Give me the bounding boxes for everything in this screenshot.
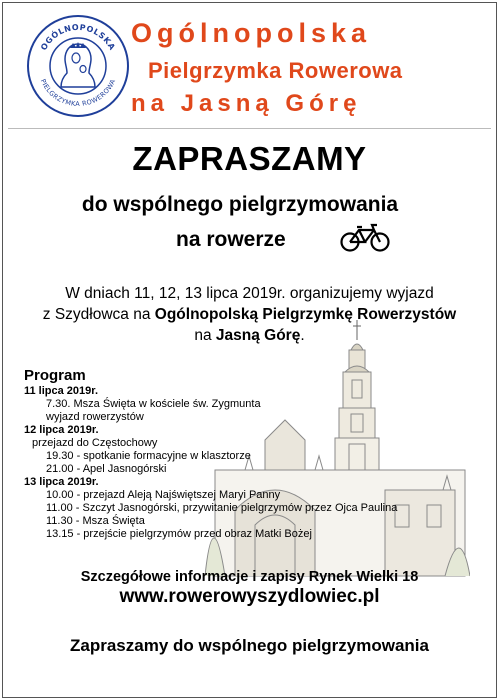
intro-line-3-prefix: na — [194, 327, 216, 344]
svg-text:PIELGRZYMKA ROWEROWA — [39, 78, 118, 108]
logo-top-text: OGÓLNOPOLSKA — [39, 22, 117, 52]
intro-line-2-bold: Ogólnopolską Pielgrzymkę Rowerzystów — [154, 306, 457, 323]
header-line-1: Ogólnopolska — [131, 18, 372, 48]
intro-line-2-prefix: z Szydłowca na — [42, 306, 155, 323]
program-day-1-item-2: wyjazd rowerzystów — [46, 411, 144, 423]
intro-line-3-bold: Jasną Górę — [215, 327, 301, 344]
program-day-3-date: 13 lipca 2019r. — [24, 476, 99, 488]
program-day-2-date: 12 lipca 2019r. — [24, 424, 99, 436]
program-section — [24, 367, 494, 541]
program-day-3-item-1: 10.00 - przejazd Aleją Najświętszej Maryi Panny — [46, 489, 281, 501]
info-text: Szczegółowe informacje i zapisy Rynek Wielki 18 — [80, 569, 419, 585]
program-day-2-item-3: 21.00 - Apel Jasnogórski — [46, 463, 167, 475]
pilgrimage-logo — [26, 14, 130, 118]
header-line-3: na Jasną Górę — [131, 90, 362, 117]
program-day-1-date: 11 lipca 2019r. — [24, 385, 99, 397]
intro-line-3-suffix: . — [300, 327, 305, 344]
program-day-2-item-2: 19.30 - spotkanie formacyjne w klasztorze — [46, 450, 251, 462]
program-day-3-item-3: 11.30 - Msza Święta — [46, 515, 145, 527]
subtitle-line-1: do wspólnego pielgrzymowania — [81, 193, 399, 216]
website-url: www.rowerowyszydlowiec.pl — [119, 586, 380, 607]
intro-line-1: W dniach 11, 12, 13 lipca 2019r. organizujemy wyjazd — [65, 285, 434, 302]
bicycle-icon — [340, 221, 390, 253]
madonna-icon — [61, 42, 95, 87]
main-title: ZAPRASZAMY — [132, 140, 367, 177]
footer-invitation: Zapraszamy do wspólnego pielgrzymowania — [70, 636, 429, 655]
header-line-2: Pielgrzymka Rowerowa — [148, 58, 403, 83]
logo-bottom-text: PIELGRZYMKA ROWEROWA — [38, 77, 118, 109]
program-title: Program — [24, 367, 86, 384]
program-day-3-item-4: 13.15 - przejście pielgrzymów przed obraz Matki Bożej — [46, 528, 312, 540]
program-day-1-item-1: 7.30. Msza Święta w kościele św. Zygmunta — [46, 398, 261, 410]
program-day-2-item-1: przejazd do Częstochowy — [32, 437, 158, 449]
header-divider — [8, 128, 491, 129]
subtitle-line-2: na rowerze — [176, 228, 286, 251]
program-day-3-item-2: 11.00 - Szczyt Jasnogórski, przywitanie pielgrzymów przez Ojca Paulina — [46, 502, 398, 514]
